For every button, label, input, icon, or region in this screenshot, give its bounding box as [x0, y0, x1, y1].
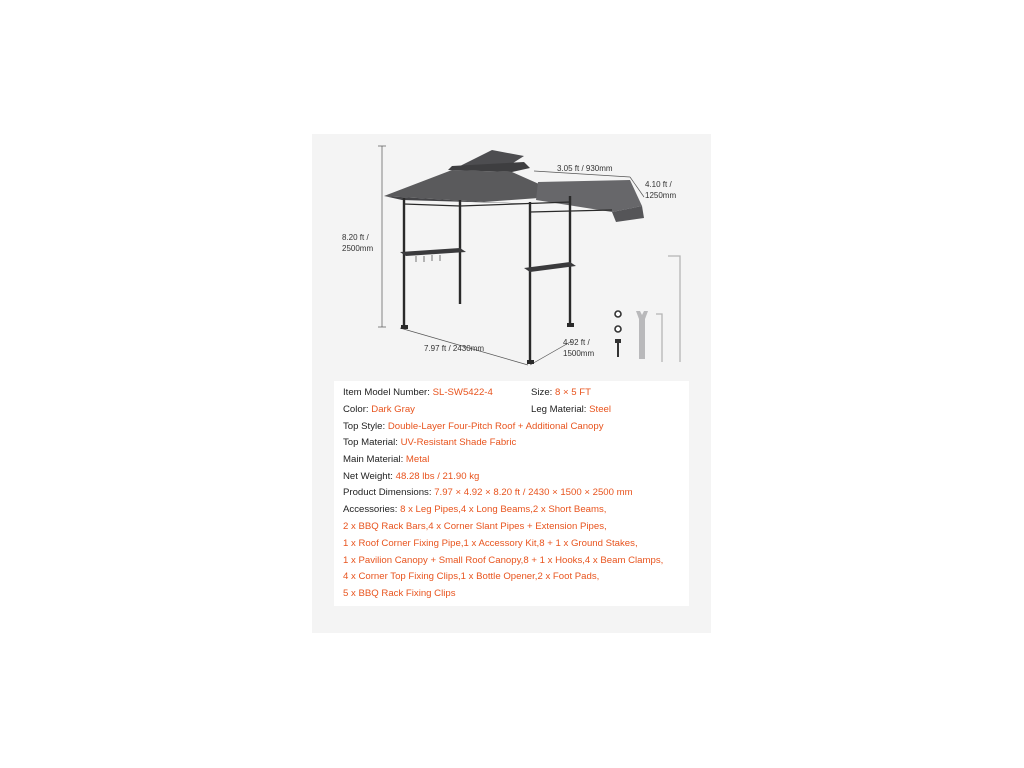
height-dimension-line2: 2500mm [342, 244, 374, 253]
accessories-value: 8 x Leg Pipes,4 x Long Beams,2 x Short Beams, [400, 504, 607, 515]
gazebo-illustration [312, 134, 711, 382]
top-style-row [343, 421, 604, 433]
net-weight-value: 48.28 lbs / 21.90 kg [395, 471, 480, 482]
accessories-line: 4 x Corner Top Fixing Clips,1 x Bottle Opener,2 x Foot Pads, [343, 571, 600, 582]
product-dimensions-label: Product Dimensions: [343, 487, 432, 498]
net-weight-row [343, 471, 479, 483]
product-dimensions-row [343, 487, 633, 499]
leg-material-label: Leg Material: [531, 404, 587, 415]
model-number-row [343, 387, 493, 399]
canopy-depth-dimension-line1: 4.10 ft / [645, 180, 672, 189]
accessories-label: Accessories: [343, 504, 398, 515]
main-material-value: Metal [405, 454, 430, 465]
main-material-label: Main Material: [343, 454, 404, 465]
length-dimension: 7.97 ft / 2430mm [424, 344, 485, 353]
gazebo-figure [312, 134, 711, 382]
size-value: 8 × 5 FT [555, 387, 592, 398]
model-number-label: Item Model Number: [343, 387, 430, 398]
accessories-line: 2 x BBQ Rack Bars,4 x Corner Slant Pipes + Extension Pipes, [343, 521, 607, 532]
accessories-line: 1 x Pavilion Canopy + Small Roof Canopy,8 + 1 x Hooks,4 x Beam Clamps, [343, 555, 664, 566]
product-card [312, 134, 711, 633]
top-material-row [343, 437, 516, 449]
top-material-label: Top Material: [343, 437, 398, 448]
leg-material-value: Steel [589, 404, 612, 415]
top-style-label: Top Style: [343, 421, 386, 432]
color-value: Dark Gray [371, 404, 415, 415]
color-row [343, 404, 415, 416]
accessories-line: 5 x BBQ Rack Fixing Clips [343, 588, 456, 599]
size-row [531, 387, 591, 399]
main-material-row [343, 454, 429, 466]
leg-material-row [531, 404, 611, 416]
product-dimensions-value: 7.97 × 4.92 × 8.20 ft / 2430 × 1500 × 2500 mm [434, 487, 633, 498]
canopy-width-dimension: 3.05 ft / 930mm [557, 164, 613, 173]
color-label: Color: [343, 404, 369, 415]
top-material-value: UV-Resistant Shade Fabric [400, 437, 517, 448]
spec-table [334, 381, 689, 606]
accessories-line: 1 x Roof Corner Fixing Pipe,1 x Accessory Kit,8 + 1 x Ground Stakes, [343, 538, 638, 549]
height-dimension-line1: 8.20 ft / [342, 233, 369, 242]
model-number-value: SL-SW5422-4 [432, 387, 493, 398]
width-dimension-line1: 4.92 ft / [563, 338, 590, 347]
canopy-depth-dimension-line2: 1250mm [645, 191, 677, 200]
accessories-row [343, 504, 606, 516]
top-style-value: Double-Layer Four-Pitch Roof + Additional Canopy [387, 421, 604, 432]
width-dimension-line2: 1500mm [563, 349, 595, 358]
size-label: Size: [531, 387, 553, 398]
net-weight-label: Net Weight: [343, 471, 393, 482]
